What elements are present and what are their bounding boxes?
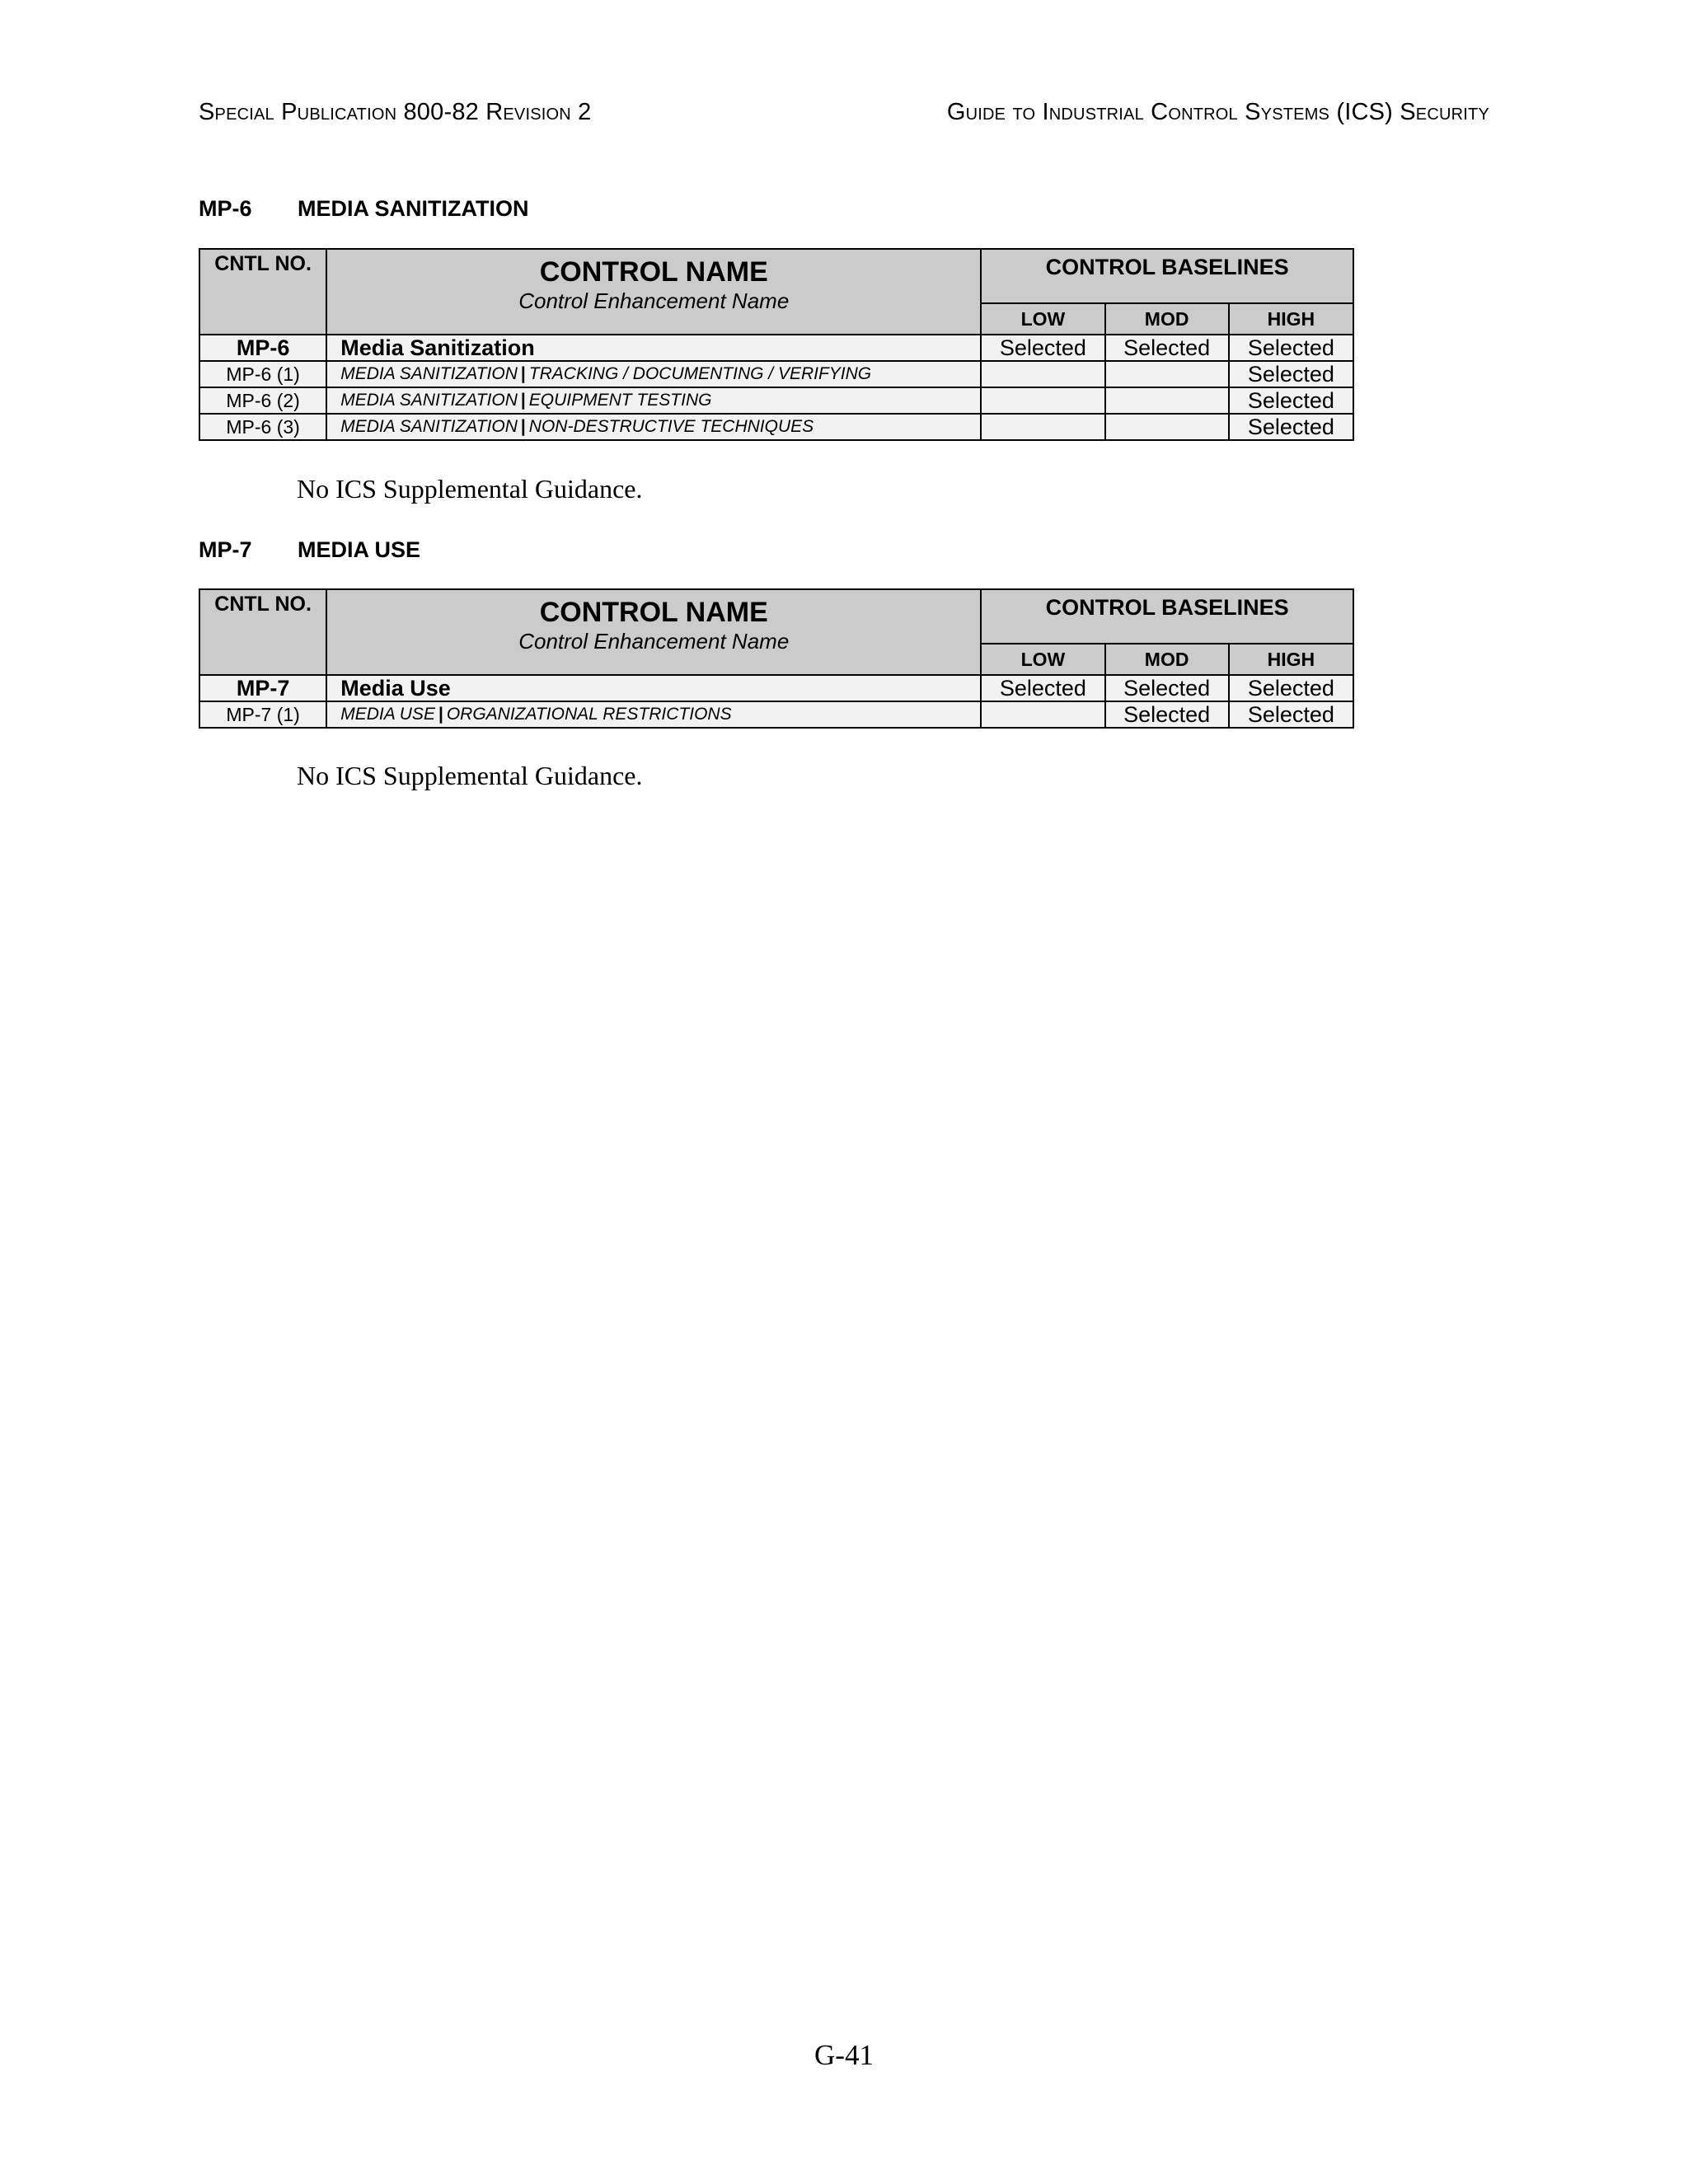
- page-header: [199, 99, 1489, 126]
- baseline-low: Selected: [981, 675, 1104, 701]
- table-row: [199, 414, 1353, 440]
- header-cntl-no: CNTL NO.: [199, 589, 326, 675]
- baseline-high: Selected: [1229, 675, 1353, 701]
- page-number: G-41: [814, 2039, 874, 2071]
- enhancement-base-name: MEDIA SANITIZATION: [340, 391, 518, 410]
- baseline-low: [981, 414, 1104, 440]
- section-heading-mp7: [199, 537, 420, 563]
- header-enhancement-name-label: Control Enhancement Name: [518, 629, 790, 654]
- table-row: [199, 701, 1353, 728]
- baseline-high: Selected: [1229, 414, 1353, 440]
- baseline-low: [981, 701, 1104, 728]
- control-number: MP-6: [199, 335, 326, 361]
- section-number: MP-7: [199, 537, 252, 562]
- enhancement-title: EQUIPMENT TESTING: [528, 391, 712, 410]
- supplemental-guidance-mp6: No ICS Supplemental Guidance.: [297, 474, 643, 504]
- header-mod: MOD: [1105, 303, 1229, 335]
- enhancement-name: [326, 361, 981, 387]
- enhancement-number: MP-6 (3): [199, 414, 326, 440]
- header-low: LOW: [981, 644, 1104, 675]
- enhancement-separator: |: [520, 417, 526, 436]
- baseline-low: Selected: [981, 335, 1104, 361]
- enhancement-separator: |: [438, 705, 443, 724]
- header-high: HIGH: [1229, 303, 1353, 335]
- baseline-mod: [1105, 414, 1229, 440]
- control-table-mp7: [199, 588, 1354, 729]
- enhancement-title: ORGANIZATIONAL RESTRICTIONS: [446, 705, 732, 724]
- header-control-name: [326, 249, 981, 335]
- baseline-high: Selected: [1229, 335, 1353, 361]
- control-number: MP-7: [199, 675, 326, 701]
- enhancement-separator: |: [520, 364, 526, 383]
- baseline-mod: Selected: [1105, 675, 1229, 701]
- enhancement-number: MP-6 (1): [199, 361, 326, 387]
- enhancement-title: TRACKING / DOCUMENTING / VERIFYING: [528, 364, 872, 383]
- baseline-low: [981, 361, 1104, 387]
- control-name: Media Sanitization: [326, 335, 981, 361]
- header-high: HIGH: [1229, 644, 1353, 675]
- table-row: [199, 335, 1353, 361]
- control-name: Media Use: [326, 675, 981, 701]
- enhancement-separator: |: [520, 391, 526, 410]
- supplemental-guidance-mp7: No ICS Supplemental Guidance.: [297, 761, 643, 790]
- section-title: MEDIA USE: [298, 537, 421, 562]
- header-control-baselines: CONTROL BASELINES: [981, 249, 1353, 303]
- enhancement-title: NON-DESTRUCTIVE TECHNIQUES: [528, 417, 814, 436]
- baseline-high: Selected: [1229, 361, 1353, 387]
- baseline-high: Selected: [1229, 387, 1353, 414]
- enhancement-name: [326, 414, 981, 440]
- enhancement-number: MP-7 (1): [199, 701, 326, 728]
- enhancement-number: MP-6 (2): [199, 387, 326, 414]
- header-cntl-no: CNTL NO.: [199, 249, 326, 335]
- header-guide-title: Guide to Industrial Control Systems (ICS) Security: [946, 99, 1489, 125]
- header-control-name-label: CONTROL NAME: [539, 597, 768, 628]
- baseline-mod: Selected: [1105, 335, 1229, 361]
- enhancement-base-name: MEDIA SANITIZATION: [340, 417, 518, 436]
- enhancement-name: [326, 387, 981, 414]
- header-low: LOW: [981, 303, 1104, 335]
- table-row: [199, 387, 1353, 414]
- table-row: [199, 675, 1353, 701]
- table-row: [199, 361, 1353, 387]
- baseline-low: [981, 387, 1104, 414]
- header-publication: Special Publication 800-82 Revision 2: [199, 99, 592, 125]
- header-control-baselines: CONTROL BASELINES: [981, 589, 1353, 644]
- baseline-mod: Selected: [1105, 701, 1229, 728]
- header-enhancement-name-label: Control Enhancement Name: [518, 288, 790, 313]
- section-number: MP-6: [199, 196, 252, 221]
- baseline-high: Selected: [1229, 701, 1353, 728]
- section-title: MEDIA SANITIZATION: [298, 196, 529, 221]
- baseline-mod: [1105, 361, 1229, 387]
- control-table-mp6: [199, 248, 1354, 441]
- enhancement-base-name: MEDIA SANITIZATION: [340, 364, 518, 383]
- header-control-name-label: CONTROL NAME: [539, 256, 768, 288]
- enhancement-name: [326, 701, 981, 728]
- baseline-mod: [1105, 387, 1229, 414]
- section-heading-mp6: [199, 196, 528, 222]
- enhancement-base-name: MEDIA USE: [340, 705, 435, 724]
- header-control-name: [326, 589, 981, 675]
- header-mod: MOD: [1105, 644, 1229, 675]
